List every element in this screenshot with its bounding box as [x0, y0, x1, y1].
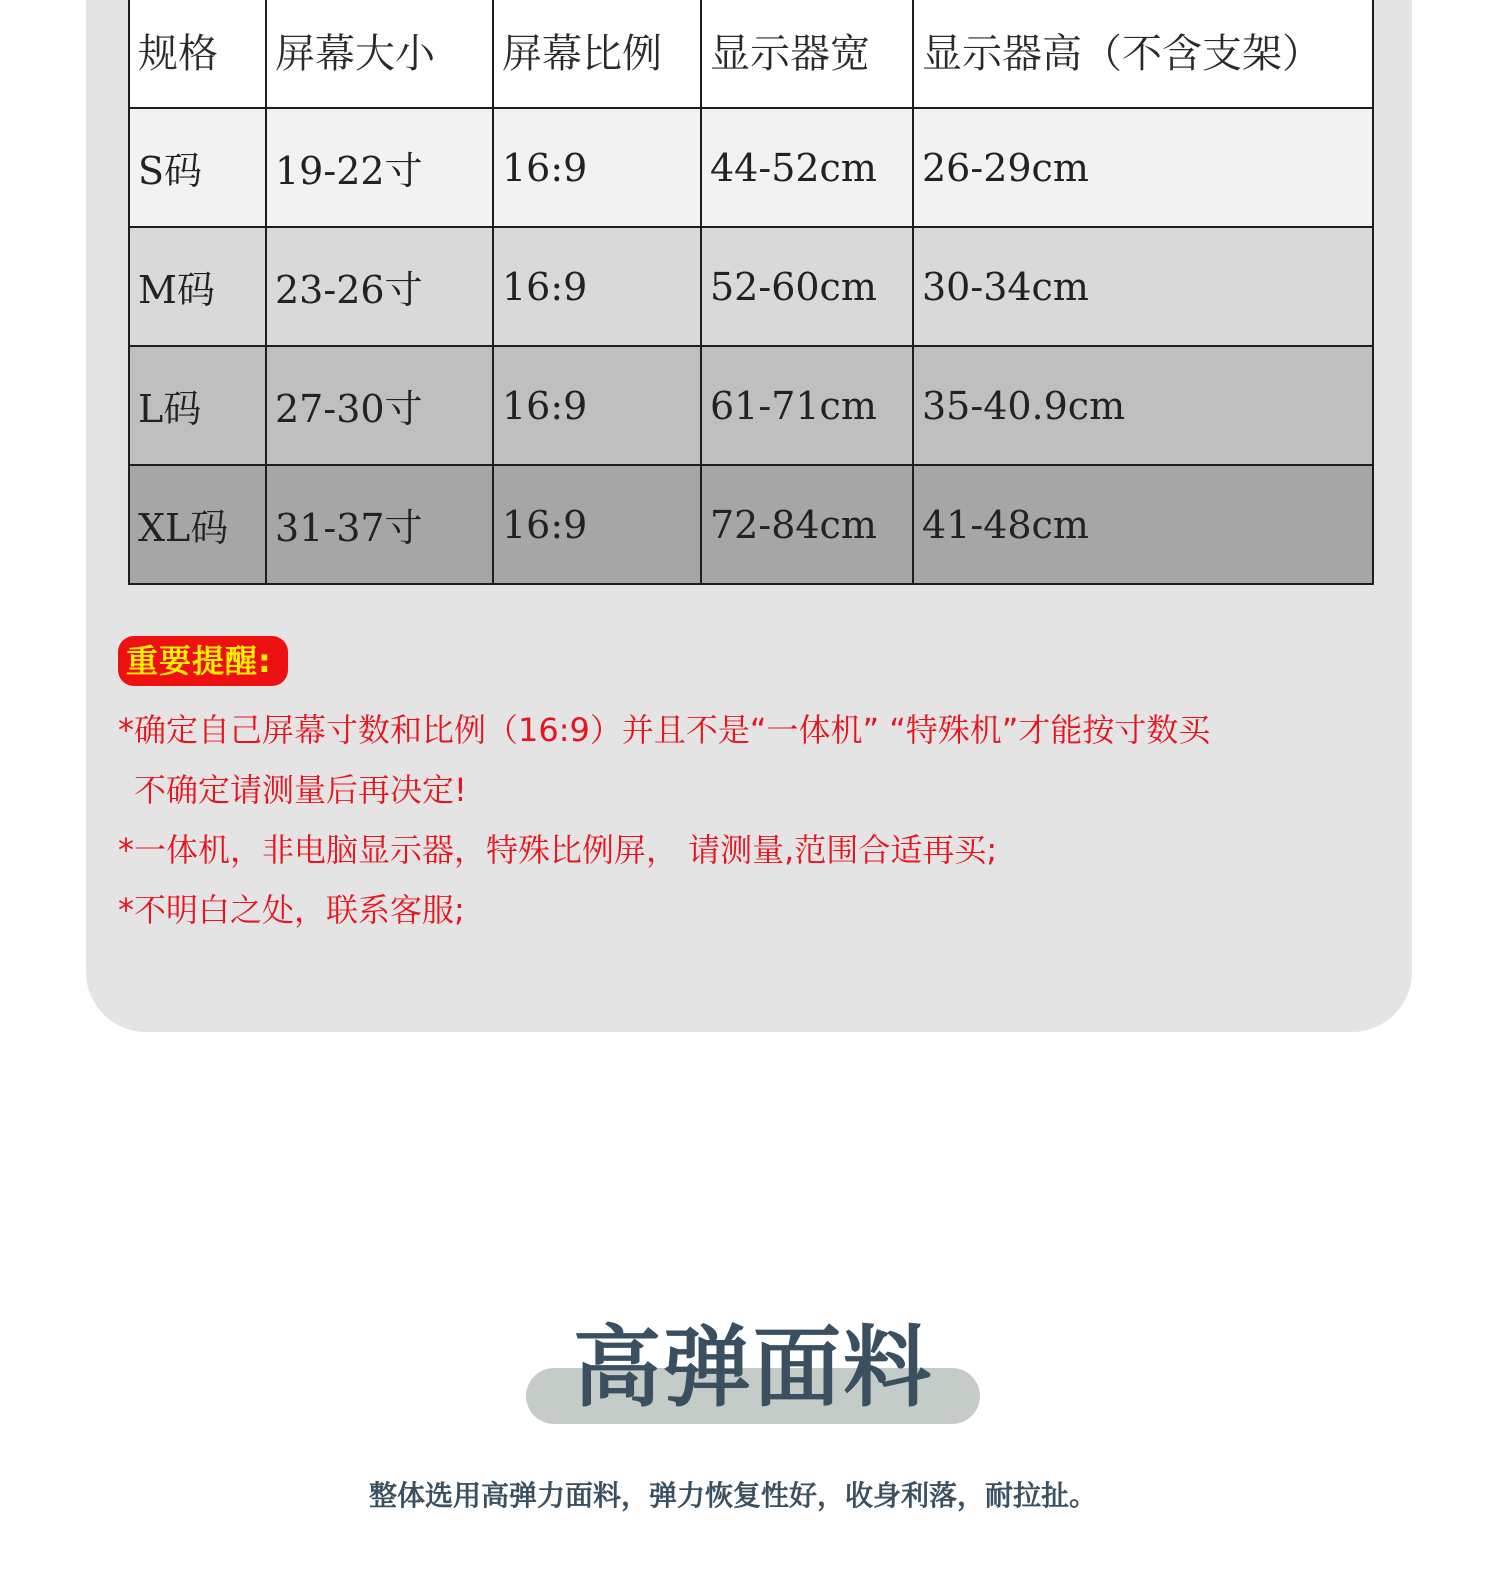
feature-title-block [526, 1318, 980, 1424]
header-monitor-width: 显示器宽 [701, 0, 913, 108]
table-header-row [129, 0, 1373, 108]
table-cell: 16:9 [493, 465, 701, 584]
table-cell: 16:9 [493, 108, 701, 227]
table-cell: 19-22寸 [266, 108, 493, 227]
table-row [129, 465, 1373, 584]
important-reminder-badge: 重要提醒: [118, 636, 288, 686]
feature-description: 整体选用高弹力面料，弹力恢复性好，收身利落，耐拉扯。 [368, 1479, 1097, 1512]
header-screen-ratio: 屏幕比例 [493, 0, 701, 108]
reminder-note: *确定自己屏幕寸数和比例（16:9）并且不是“一体机” “特殊机”才能按寸数买 [118, 711, 1211, 749]
table-cell: 16:9 [493, 227, 701, 346]
table-cell: 61-71cm [701, 346, 913, 465]
reminder-note: 不确定请测量后再决定! [134, 771, 467, 809]
table-row [129, 108, 1373, 227]
table-cell: 16:9 [493, 346, 701, 465]
table-cell: 41-48cm [913, 465, 1373, 584]
table-cell: 52-60cm [701, 227, 913, 346]
table-cell: 30-34cm [913, 227, 1373, 346]
table-cell: 31-37寸 [266, 465, 493, 584]
table-cell: 27-30寸 [266, 346, 493, 465]
feature-title: 高弹面料 [572, 1316, 933, 1419]
table-cell: 35-40.9cm [913, 346, 1373, 465]
table-cell: S码 [129, 108, 266, 227]
table-row [129, 346, 1373, 465]
header-monitor-height: 显示器高（不含支架） [913, 0, 1373, 108]
table-cell: 44-52cm [701, 108, 913, 227]
table-cell: 26-29cm [913, 108, 1373, 227]
table-cell: M码 [129, 227, 266, 346]
header-size: 规格 [129, 0, 266, 108]
table-cell: XL码 [129, 465, 266, 584]
table-cell: 72-84cm [701, 465, 913, 584]
header-screen-size: 屏幕大小 [266, 0, 493, 108]
reminder-notes [118, 700, 1378, 940]
size-table [128, 0, 1374, 585]
reminder-note: *不明白之处，联系客服; [118, 891, 465, 929]
table-row [129, 227, 1373, 346]
table-cell: 23-26寸 [266, 227, 493, 346]
table-cell: L码 [129, 346, 266, 465]
reminder-note: *一体机，非电脑显示器，特殊比例屏， 请测量,范围合适再买; [118, 831, 998, 869]
